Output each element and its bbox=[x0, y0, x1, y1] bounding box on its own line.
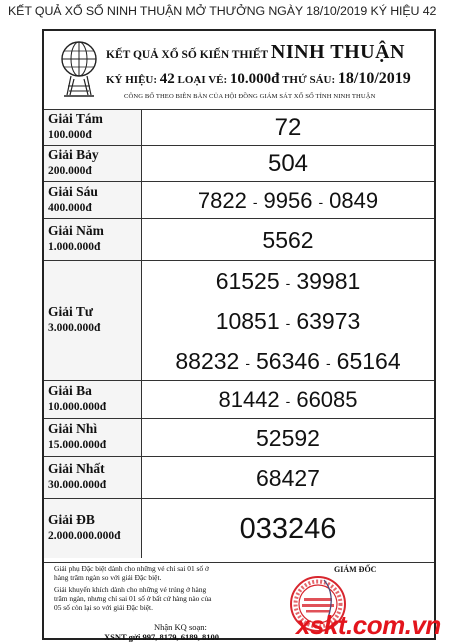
xsnt-line: XSNT gửi 997, 8179, 6189, 8100 bbox=[104, 632, 219, 642]
footer-note-line: 05 số còn lại so với giải Đặc biệt. bbox=[54, 603, 153, 612]
prize-label bbox=[44, 219, 142, 260]
winning-number: 0849 bbox=[329, 188, 379, 213]
number-line bbox=[142, 381, 434, 419]
number-line bbox=[142, 301, 434, 341]
prize-label bbox=[44, 110, 142, 145]
prize-row bbox=[44, 498, 434, 558]
winning-number: 88232 bbox=[175, 348, 240, 374]
prize-label bbox=[44, 499, 142, 558]
winning-number: 39981 bbox=[296, 268, 361, 294]
prize-table bbox=[44, 109, 434, 558]
prize-amount: 10.000.000đ bbox=[48, 401, 107, 413]
prize-numbers bbox=[142, 381, 434, 418]
number-separator: - bbox=[285, 393, 291, 410]
prize-row bbox=[44, 418, 434, 456]
winning-number: 63973 bbox=[296, 308, 361, 334]
prize-label bbox=[44, 457, 142, 498]
prize-amount: 1.000.000đ bbox=[48, 241, 101, 253]
day-label: THỨ SÁU: bbox=[282, 74, 336, 86]
prize-amount: 400.000đ bbox=[48, 201, 92, 214]
page-heading: KẾT QUẢ XỔ SỐ NINH THUẬN MỞ THƯỞNG NGÀY 18/10/2019 KÝ HIỆU 42 bbox=[8, 4, 437, 18]
prize-row bbox=[44, 181, 434, 218]
ticket-note: CÔNG BỐ THEO BIÊN BẢN CỦA HỘI ĐỒNG GIÁM SÁT XỔ SỐ TỈNH NINH THUẬN bbox=[124, 93, 376, 100]
winning-number: 81442 bbox=[218, 387, 280, 412]
prize-amount: 3.000.000đ bbox=[48, 322, 101, 334]
footer-note-line: trăm ngàn, nhưng chỉ sai 01 số ở bất cứ hàng nào của bbox=[54, 594, 212, 603]
prize-numbers bbox=[142, 261, 434, 380]
winning-number: 10851 bbox=[215, 308, 280, 334]
winning-number: 9956 bbox=[263, 188, 313, 213]
number-line bbox=[142, 499, 434, 559]
prize-label bbox=[44, 261, 142, 380]
footer-note-line: hàng trăm ngàn so với giải Đặc biệt. bbox=[54, 573, 162, 582]
winning-number: 68427 bbox=[256, 465, 320, 491]
prize-name: Giải Năm bbox=[48, 223, 104, 238]
number-separator: - bbox=[245, 354, 251, 371]
prize-amount: 30.000.000đ bbox=[48, 479, 107, 491]
prize-row bbox=[44, 109, 434, 145]
prize-row bbox=[44, 145, 434, 181]
winning-number: 72 bbox=[274, 114, 302, 141]
lottery-ticket bbox=[42, 29, 436, 640]
prize-numbers bbox=[142, 499, 434, 558]
prize-name: Giải ĐB bbox=[48, 512, 95, 527]
received-by: Nhận KQ soạn: bbox=[154, 622, 207, 632]
number-line bbox=[142, 341, 434, 381]
number-line bbox=[142, 219, 434, 261]
prize-label bbox=[44, 419, 142, 456]
winning-number: 61525 bbox=[215, 268, 280, 294]
prize-label bbox=[44, 381, 142, 418]
footer-note-line: Giải khuyến khích dành cho những vé trúng ở hàng bbox=[54, 585, 207, 594]
prize-numbers bbox=[142, 146, 434, 181]
prize-numbers bbox=[142, 219, 434, 260]
prize-numbers bbox=[142, 419, 434, 456]
winning-number: 5562 bbox=[262, 227, 314, 253]
prize-name: Giải Tư bbox=[48, 304, 93, 319]
prize-row bbox=[44, 260, 434, 380]
loai-ve-value: 10.000đ bbox=[229, 71, 280, 87]
prize-row bbox=[44, 218, 434, 260]
prize-amount: 2.000.000.000đ bbox=[48, 530, 121, 542]
prize-name: Giải Ba bbox=[48, 383, 92, 398]
number-separator: - bbox=[318, 193, 324, 210]
director-label: GIÁM ĐỐC bbox=[334, 565, 377, 574]
winning-number: 7822 bbox=[197, 188, 247, 213]
number-separator: - bbox=[285, 314, 291, 331]
prize-name: Giải Tám bbox=[48, 111, 103, 126]
prize-name: Giải Nhì bbox=[48, 421, 98, 436]
winning-number: 65164 bbox=[336, 348, 401, 374]
number-line bbox=[142, 419, 434, 457]
prize-amount: 200.000đ bbox=[48, 165, 92, 177]
number-line bbox=[142, 457, 434, 499]
number-separator: - bbox=[325, 354, 331, 371]
ticket-info bbox=[106, 70, 436, 88]
ticket-title-prefix: KẾT QUẢ XỔ SỐ KIẾN THIẾT bbox=[106, 49, 269, 61]
number-line bbox=[142, 182, 434, 219]
globe-tower-logo-icon bbox=[58, 39, 100, 99]
winning-number: 56346 bbox=[256, 348, 320, 374]
prize-amount: 15.000.000đ bbox=[48, 439, 107, 451]
ky-hieu-label: KÝ HIỆU: bbox=[106, 74, 158, 86]
prize-row bbox=[44, 380, 434, 418]
ky-hieu-value: 42 bbox=[159, 71, 175, 87]
ticket-title-province: NINH THUẬN bbox=[270, 41, 405, 63]
prize-name: Giải Sáu bbox=[48, 183, 98, 199]
prize-numbers bbox=[142, 182, 434, 218]
prize-name: Giải Bảy bbox=[48, 147, 99, 162]
number-line bbox=[142, 110, 434, 146]
number-separator: - bbox=[252, 193, 258, 210]
loai-ve-label: LOẠI VÉ: bbox=[177, 74, 228, 86]
prize-label bbox=[44, 182, 142, 218]
footer-note-line: Giải phụ Đặc biệt dành cho những vé chỉ sai 01 số ở bbox=[54, 564, 209, 573]
prize-numbers bbox=[142, 110, 434, 145]
date-value: 18/10/2019 bbox=[337, 70, 411, 87]
number-line bbox=[142, 261, 434, 301]
number-line bbox=[142, 146, 434, 182]
prize-name: Giải Nhất bbox=[48, 461, 105, 476]
prize-label bbox=[44, 146, 142, 181]
site-watermark: xskt.com.vn bbox=[296, 610, 441, 640]
prize-row bbox=[44, 456, 434, 498]
number-separator: - bbox=[285, 274, 291, 291]
ticket-title bbox=[106, 41, 436, 64]
winning-number: 66085 bbox=[296, 387, 358, 412]
winning-number: 033246 bbox=[239, 513, 337, 545]
winning-number: 52592 bbox=[256, 425, 320, 451]
winning-number: 504 bbox=[267, 150, 309, 177]
prize-numbers bbox=[142, 457, 434, 498]
prize-amount: 100.000đ bbox=[48, 129, 92, 141]
